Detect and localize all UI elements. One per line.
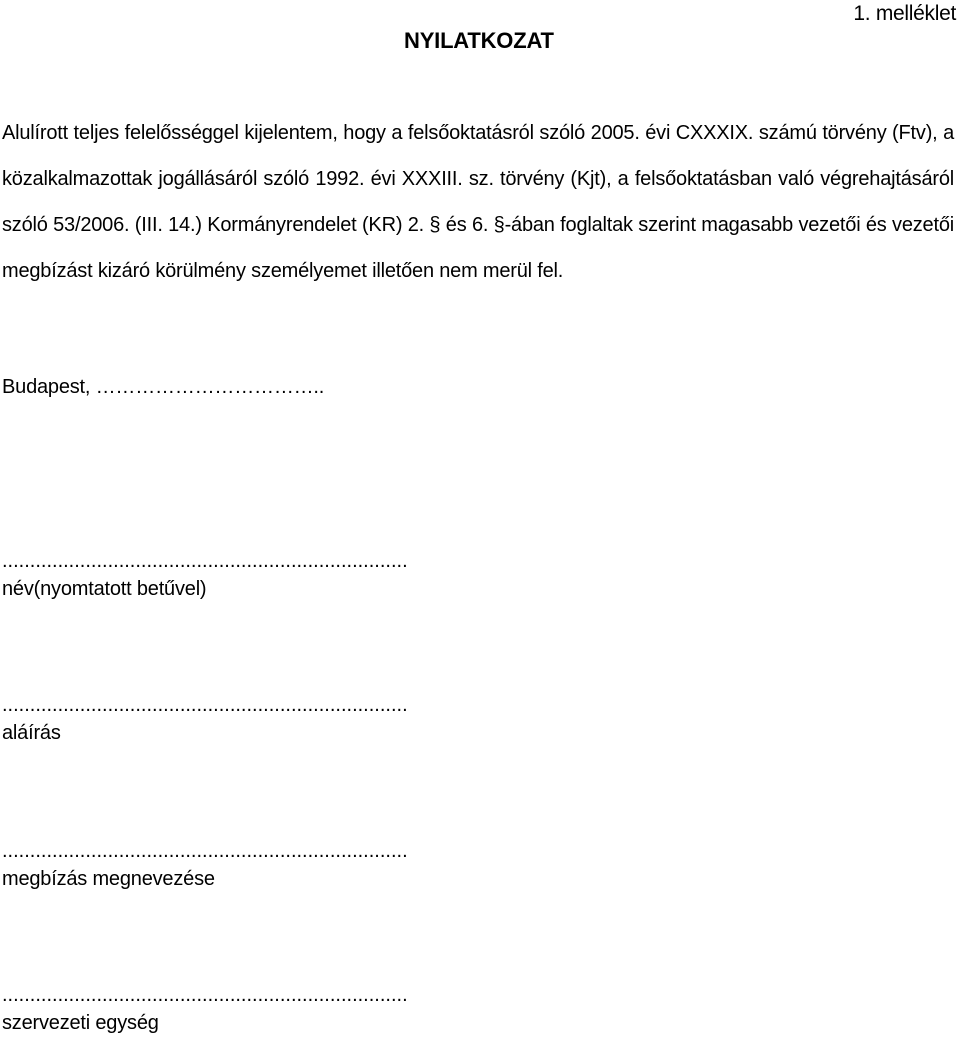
name-field xyxy=(2,548,408,604)
unit-dotted-line: ......................................................................... xyxy=(2,984,408,1006)
position-dotted-line: ......................................................................... xyxy=(2,840,408,862)
annex-label: 1. melléklet xyxy=(853,2,956,25)
signature-dotted-line: ......................................................................... xyxy=(2,694,408,716)
signature-field-label: aláírás xyxy=(2,722,61,744)
document-title: NYILATKOZAT xyxy=(404,28,554,53)
position-field xyxy=(2,838,408,894)
place-date-line: Budapest, …………………………….. xyxy=(2,376,325,398)
name-dotted-line: ......................................................................... xyxy=(2,550,408,572)
declaration-paragraph: Alulírott teljes felelősséggel kijelentem, hogy a felsőoktatásról szóló 2005. évi CXXXIX. számú törvény (Ftv), a közalkalmazottak jogállásáról szóló 1992. évi XXXIII. sz. törvény (Kjt), a felsőoktatásban való végrehajtásáról szóló 53/2006. (III. 14.) Kormányrendelet (KR) 2. § és 6. §-ában foglaltak szerint magasabb vezetői és vezetői megbízást kizáró körülmény személyemet illetően nem merül fel. xyxy=(2,122,954,282)
unit-field xyxy=(2,982,408,1038)
signature-field xyxy=(2,692,408,748)
name-field-label: név(nyomtatott betűvel) xyxy=(2,578,207,600)
unit-field-label: szervezeti egység xyxy=(2,1012,159,1034)
position-field-label: megbízás megnevezése xyxy=(2,868,215,890)
